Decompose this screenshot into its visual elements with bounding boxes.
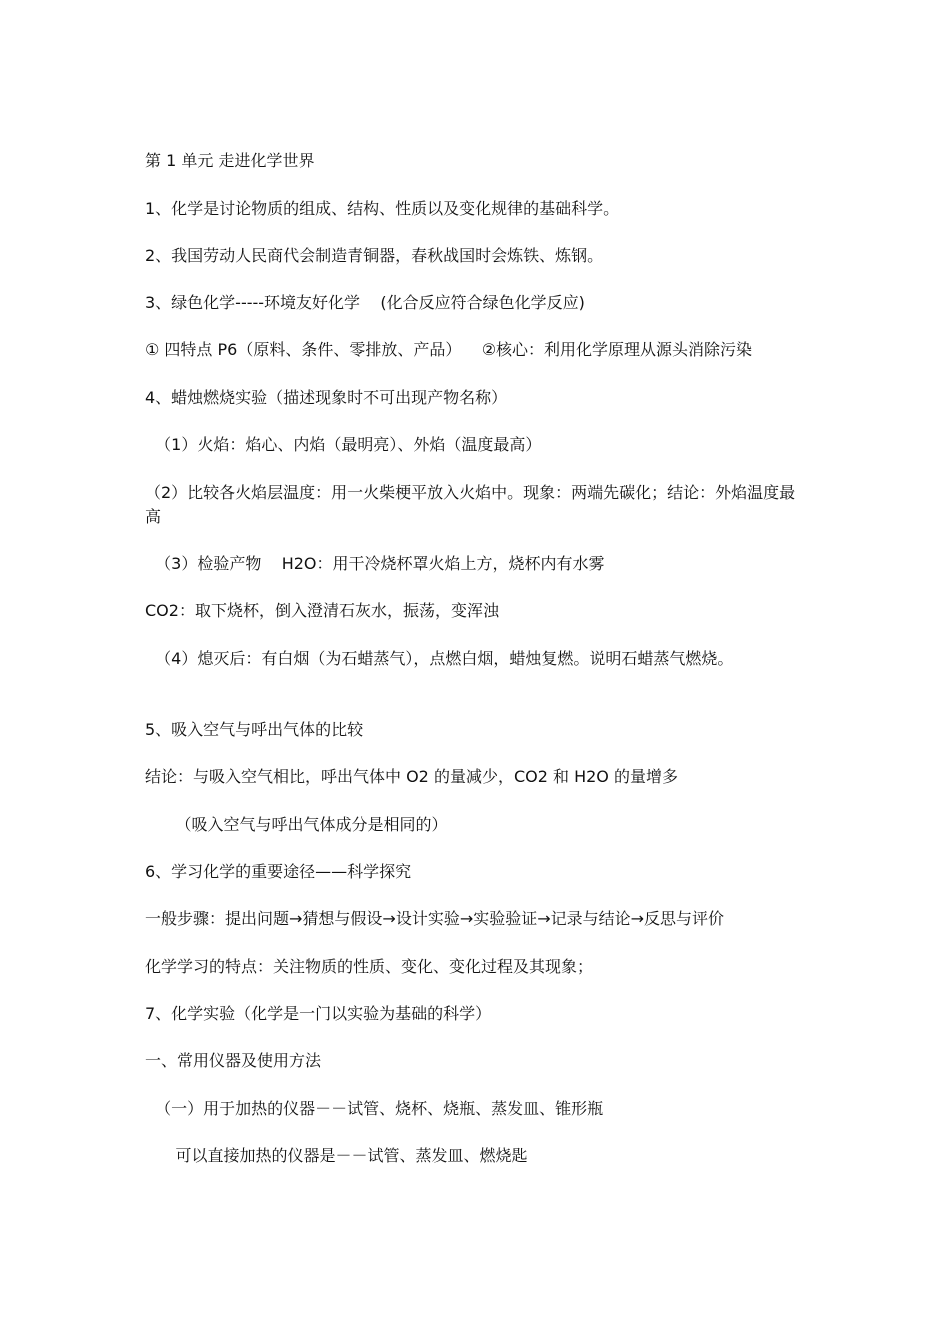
paragraph-6: 6、学习化学的重要途径——科学探究 [145, 862, 412, 881]
paragraph-5: 5、吸入空气与呼出气体的比较 [145, 720, 364, 739]
paragraph-2: 2、我国劳动人民商代会制造青铜器，春秋战国时会炼铁、炼钢。 [145, 246, 604, 265]
paragraph-4-item-2: （2）比较各火焰层温度：用一火柴梗平放入火焰中。现象：两端先碳化；结论：外焰温度最高 [145, 483, 796, 526]
subsection-heating-instruments: （一）用于加热的仪器－－试管、烧杯、烧瓶、蒸发皿、锥形瓶 [145, 1099, 604, 1118]
paragraph-6-features: 化学学习的特点：关注物质的性质、变化、变化过程及其现象； [145, 957, 594, 976]
paragraph-4: 4、蜡烛燃烧实验（描述现象时不可出现产物名称） [145, 388, 508, 407]
paragraph-3-detail: ① 四特点 P6（原料、条件、零排放、产品） ②核心：利用化学原理从源头消除污染 [145, 340, 753, 359]
paragraph-4-item-4: （4）熄灭后：有白烟（为石蜡蒸气），点燃白烟，蜡烛复燃。说明石蜡蒸气燃烧。 [145, 649, 734, 668]
paragraph-5-note: （吸入空气与呼出气体成分是相同的） [145, 815, 448, 834]
paragraph-4-item-3: （3）检验产物 H2O：用干冷烧杯罩火焰上方，烧杯内有水雾 [145, 554, 605, 573]
paragraph-3: 3、绿色化学-----环境友好化学 (化合反应符合绿色化学反应) [145, 293, 585, 312]
paragraph-1: 1、化学是讨论物质的组成、结构、性质以及变化规律的基础科学。 [145, 199, 620, 218]
section-heading-1: 一、常用仪器及使用方法 [145, 1051, 322, 1070]
unit-title: 第 1 单元 走进化学世界 [145, 151, 315, 170]
paragraph-6-steps: 一般步骤：提出问题→猜想与假设→设计实验→实验验证→记录与结论→反思与评价 [145, 909, 725, 928]
paragraph-4-item-1: （1）火焰：焰心、内焰（最明亮）、外焰（温度最高） [145, 435, 542, 454]
paragraph-4-item-3-co2: CO2：取下烧杯，倒入澄清石灰水，振荡，变浑浊 [145, 601, 499, 620]
direct-heating-instruments: 可以直接加热的仪器是－－试管、蒸发皿、燃烧匙 [145, 1146, 528, 1165]
paragraph-7: 7、化学实验（化学是一门以实验为基础的科学） [145, 1004, 492, 1023]
paragraph-5-conclusion: 结论：与吸入空气相比，呼出气体中 O2 的量减少，CO2 和 H2O 的量增多 [145, 767, 678, 786]
